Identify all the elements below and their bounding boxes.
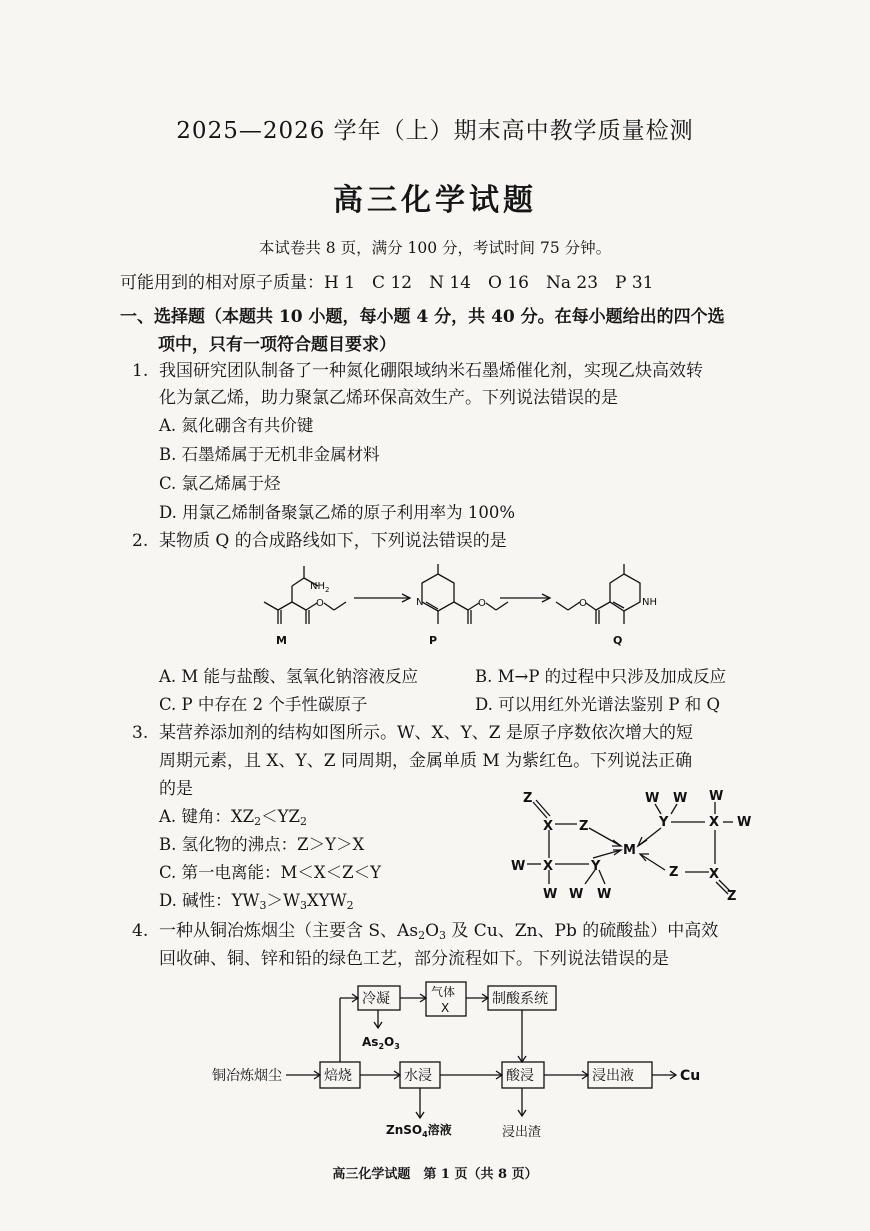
page-footer: 高三化学试题 第 1 页（共 8 页）: [332, 1167, 538, 1182]
option-b[interactable]: B. 氢化物的沸点：Z＞Y＞X: [159, 835, 365, 854]
question-stem: 某营养添加剂的结构如图所示。W、X、Y、Z 是原子序数依次增大的短: [159, 723, 694, 743]
label-p: P: [429, 634, 438, 647]
flow-cu-label: Cu: [680, 1068, 701, 1084]
exam-info: 本试卷共 8 页，满分 100 分，考试时间 75 分钟。: [258, 239, 612, 257]
svg-text:W: W: [673, 791, 688, 806]
flow-acid-leach-box: 酸浸: [506, 1068, 534, 1084]
flow-znso4-label: ZnSO$_4$溶液: [386, 1123, 452, 1139]
question-stem: 一种从铜冶炼烟尘（主要含 S、$As_2O_3$ 及 Cu、Zn、Pb 的硫酸盐）中高效: [159, 921, 719, 942]
option-c[interactable]: C. P 中存在 2 个手性碳原子: [159, 695, 368, 714]
option-a[interactable]: A. 氮化硼含有共价键: [159, 416, 314, 435]
svg-text:W: W: [645, 791, 660, 806]
svg-text:X: X: [543, 859, 554, 874]
flow-roast-box: 焙烧: [324, 1068, 352, 1084]
question-stem-cont: 回收砷、铜、锌和铅的绿色工艺，部分流程如下。下列说法错误的是: [159, 949, 669, 969]
question-number: 3.: [132, 723, 149, 743]
flow-acid-system-box: 制酸系统: [492, 991, 548, 1007]
option-a[interactable]: A. M 能与盐酸、氢氧化钠溶液反应: [159, 667, 419, 686]
svg-text:W: W: [737, 815, 752, 830]
option-c[interactable]: C. 氯乙烯属于烃: [159, 474, 281, 493]
section-heading: 一、选择题（本题共 10 小题，每小题 4 分，共 40 分。在每小题给出的四个选: [120, 307, 725, 327]
question-number: 2.: [132, 531, 149, 551]
svg-text:W: W: [511, 859, 526, 874]
option-d[interactable]: D. 可以用红外光谱法鉴别 P 和 Q: [475, 695, 720, 714]
svg-text:NH: NH: [642, 597, 657, 608]
svg-text:Y: Y: [659, 815, 669, 830]
svg-text:X: X: [709, 867, 720, 882]
label-q: Q: [613, 634, 623, 647]
flow-water-box: 水浸: [404, 1068, 432, 1084]
question-number: 1.: [132, 361, 149, 381]
svg-text:O: O: [579, 598, 587, 609]
flow-residue-label: 浸出渣: [502, 1125, 542, 1140]
svg-text:W: W: [569, 887, 584, 902]
svg-text:Z: Z: [727, 889, 737, 903]
svg-text:W: W: [709, 789, 724, 804]
flow-start-label: 铜冶炼烟尘: [212, 1068, 282, 1084]
option-a[interactable]: A. 键角：$XZ_2<YZ_2$: [159, 807, 307, 828]
svg-text:X: X: [441, 1001, 450, 1015]
svg-text:X: X: [543, 819, 554, 834]
question-stem: 我国研究团队制备了一种氮化硼限域纳米石墨烯催化剂，实现乙炔高效转: [159, 361, 703, 381]
question-stem: 某物质 Q 的合成路线如下，下列说法错误的是: [159, 531, 507, 551]
option-b[interactable]: B. M→P 的过程中只涉及加成反应: [475, 667, 727, 686]
svg-text:X: X: [709, 815, 720, 830]
exam-header: 2025—2026 学年（上）期末高中教学质量检测: [176, 118, 694, 144]
flow-as2o3-label: $As_2O_3$: [362, 1035, 400, 1051]
flow-gas-box: 气体: [431, 985, 456, 999]
complex-structure-diagram: [505, 788, 770, 903]
question-stem-cont: 周期元素，且 X、Y、Z 同周期，金属单质 M 为紫红色。下列说法正确: [159, 751, 693, 771]
option-d[interactable]: D. 碱性：$YW_3>W_3XYW_2$: [159, 891, 354, 912]
question-stem-cont2: 的是: [159, 779, 193, 799]
option-d[interactable]: D. 用氯乙烯制备聚氯乙烯的原子利用率为 100%: [159, 503, 516, 522]
flow-condense-box: 冷凝: [362, 991, 390, 1007]
atomic-masses: 可能用到的相对原子质量：H 1 C 12 N 14 O 16 Na 23 P 31: [120, 273, 654, 293]
svg-text:Z: Z: [579, 819, 589, 834]
synthesis-route-diagram: [250, 560, 670, 660]
svg-text:O: O: [478, 598, 486, 609]
option-c[interactable]: C. 第一电离能：M＜X＜Z＜Y: [159, 863, 382, 882]
svg-text:Z: Z: [523, 791, 533, 806]
question-number: 4.: [132, 921, 149, 941]
svg-text:W: W: [597, 887, 612, 902]
label-m: M: [276, 634, 287, 647]
section-heading-cont: 项中，只有一项符合题目要求）: [158, 335, 396, 355]
exam-title: 高三化学试题: [333, 183, 537, 218]
svg-text:Z: Z: [669, 865, 679, 880]
svg-text:O: O: [316, 598, 324, 609]
flow-leachate-box: 浸出液: [592, 1068, 634, 1084]
process-flow-diagram: [210, 980, 710, 1150]
svg-text:NH2: $NH_2$: [310, 581, 330, 594]
svg-text:Y: Y: [591, 859, 601, 874]
svg-text:M: M: [623, 843, 636, 858]
svg-text:N: N: [416, 597, 424, 608]
question-stem-cont: 化为氯乙烯，助力聚氯乙烯环保高效生产。下列说法错误的是: [159, 388, 618, 408]
option-b[interactable]: B. 石墨烯属于无机非金属材料: [159, 445, 380, 464]
svg-text:W: W: [543, 887, 558, 902]
